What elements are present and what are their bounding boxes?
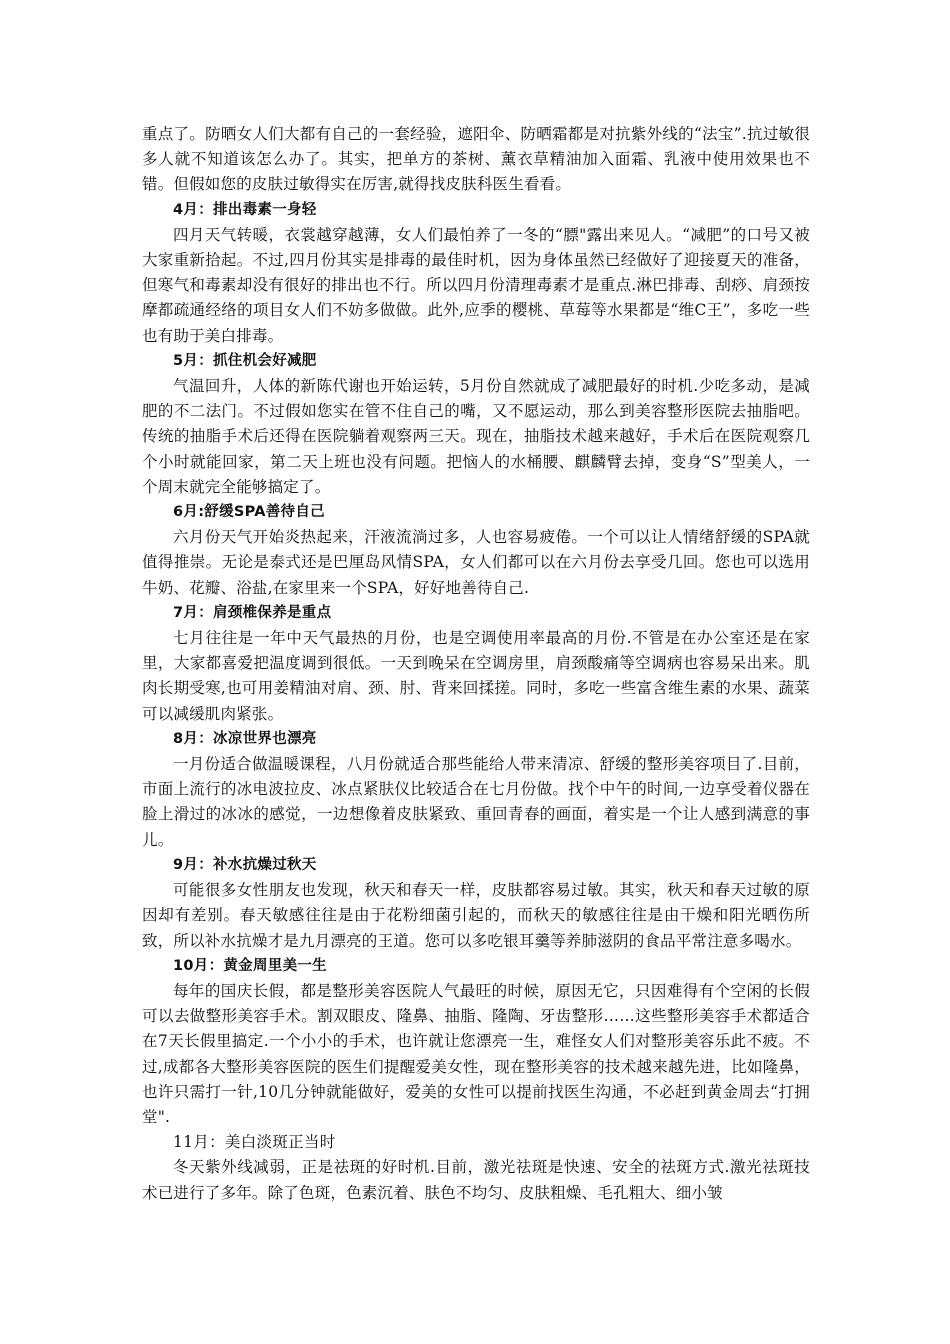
heading-may: 5月：抓住机会好减肥 [173, 352, 317, 369]
paragraph-july: 七月往往是一年中天气最热的月份，也是空调使用率最高的月份.不管是在办公室还是在家里，大家都喜爱把温度调到很低。一天到晚呆在空调房里，肩颈酸痛等空调病也容易呆出来。肌肉长期受寒,也可用姜精油对肩、颈、肘、背来回揉搓。同时，多吃一些富含维生素的水果、蔬菜可以减缓肌肉紧张。 [142, 629, 810, 723]
heading-july: 7月：肩颈椎保养是重点 [173, 604, 332, 621]
paragraph-may: 气温回升，人体的新陈代谢也开始运转，5月份自然就成了减肥最好的时机.少吃多动，是减肥的不二法门。不过假如您实在管不住自己的嘴，又不愿运动，那么到美容整形医院去抽脂吧。传统的抽脂手术后还得在医院躺着观察两三天。现在，抽脂技术越来越好，手术后在医院观察几个小时就能回家，第二天上班也没有问题。把恼人的水桶腰、麒麟臂去掉，变身“S”型美人，一个周末就完全能够搞定了。 [142, 377, 810, 496]
heading-september: 9月：补水抗燥过秋天 [173, 856, 317, 873]
heading-november: 11月：美白淡斑正当时 [173, 1133, 336, 1152]
paragraph-intro: 重点了。防晒女人们大都有自己的一套经验，遮阳伞、防晒霜都是对抗紫外线的“法宝”.抗过敏很多人就不知道该怎么办了。其实，把单方的茶树、薰衣草精油加入面霜、乳液中使用效果也不错。但假如您的皮肤过敏得实在厉害,就得找皮肤科医生看看。 [142, 125, 810, 194]
heading-april: 4月：排出毒素一身轻 [173, 201, 317, 218]
document-body [142, 122, 810, 1206]
heading-october: 10月：黄金周里美一生 [173, 957, 327, 974]
paragraph-april: 四月天气转暖，衣裳越穿越薄，女人们最怕养了一冬的“膘"露出来见人。“减肥”的口号又被大家重新拾起。不过,四月份其实是排毒的最佳时机，因为身体虽然已经做好了迎接夏天的准备，但寒气和毒素却没有很好的排出也不行。所以四月份清理毒素才是重点.淋巴排毒、刮痧、肩颈按摩都疏通经络的项目女人们不妨多做做。此外,应季的樱桃、草莓等水果都是“维C王”，多吃一些也有助于美白排毒。 [142, 225, 810, 345]
paragraph-june: 六月份天气开始炎热起来，汗液流淌过多，人也容易疲倦。一个可以让人情绪舒缓的SPA就值得推崇。无论是泰式还是巴厘岛风情SPA，女人们都可以在六月份去享受几回。您也可以选用牛奶、花瓣、浴盐,在家里来一个SPA，好好地善待自己. [142, 528, 810, 597]
paragraph-august: 一月份适合做温暖课程，八月份就适合那些能给人带来清凉、舒缓的整形美容项目了.目前，市面上流行的冰电波拉皮、冰点紧肤仪比较适合在七月份做。找个中午的时间,一边享受着仪器在脸上滑过的冰冰的感觉，一边想像着皮肤紧致、重回青春的画面，着实是一个让人感到满意的事儿。 [142, 755, 810, 849]
heading-june: 6月:舒缓SPA善待自己 [173, 504, 325, 521]
paragraph-october: 每年的国庆长假，都是整形美容医院人气最旺的时候，原因无它，只因难得有个空闲的长假可以去做整形美容手术。割双眼皮、隆鼻、抽脂、隆陶、牙齿整形……这些整形美容手术都适合在7天长假里搞定.一个小小的手术，也许就让您漂亮一生，难怪女人们对整形美容乐此不疲。不过,成都各大整形美容医院的医生们提醒爱美女性，现在整形美容的技术越来越先进，比如隆鼻，也许只需打一针,10几分钟就能做好，爱美的女性可以提前找医生沟通，不必赶到黄金周去“打拥堂". [142, 981, 810, 1126]
paragraph-november: 冬天紫外线减弱，正是祛斑的好时机.目前，激光祛斑是快速、安全的祛斑方式.激光祛斑技术已进行了多年。除了色斑，色素沉着、肤色不均匀、皮肤粗燥、毛孔粗大、细小皱 [142, 1158, 810, 1202]
paragraph-september: 可能很多女性朋友也发现，秋天和春天一样，皮肤都容易过敏。其实，秋天和春天过敏的原因却有差别。春天敏感往往是由于花粉细菌引起的，而秋天的敏感往往是由干燥和阳光晒伤所致，所以补水抗燥才是九月漂亮的王道。您可以多吃银耳羹等养肺滋阴的食品平常注意多喝水。 [142, 881, 810, 950]
heading-august: 8月：冰凉世界也漂亮 [173, 730, 317, 747]
